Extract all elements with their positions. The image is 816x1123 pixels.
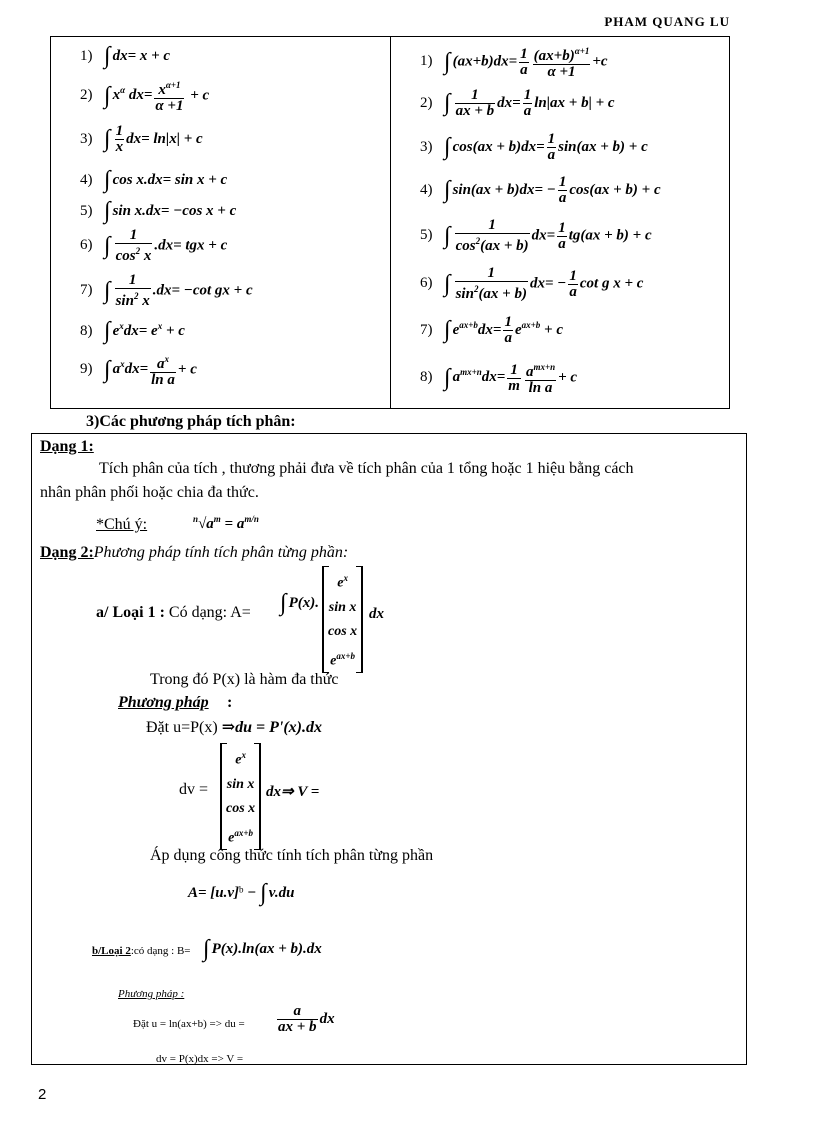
note-formula: $^n√a^m = a^{m/n}$	[193, 514, 259, 532]
loai2-formula-text: P(x).ln(ax + b).dx	[211, 940, 322, 957]
dv-tail	[266, 782, 319, 801]
loai2-line	[92, 945, 191, 957]
right-formula-2: 2) ∫ $\frac{1}{ax + b}$ dx= $\frac{1}{a}$ ln|ax + b| + c	[420, 87, 615, 119]
left-formula-1: 1) ∫ dx= x + c	[80, 43, 171, 69]
loai1-integral: ∫ P(x).	[280, 590, 319, 616]
table-divider	[390, 37, 391, 408]
right-formula-7: 7) ∫ $e^{ax+b}dx=$ $\frac{1}{a}$ $e^{ax+b} + c$	[420, 314, 563, 346]
method-label: Phương pháp	[118, 694, 209, 711]
right-formula-3: 3) ∫ cos(ax + b)dx= $\frac{1}{a}$ sin(ax + b) + c	[420, 131, 648, 163]
loai2-text: :có dạng : B=	[130, 945, 191, 957]
dv-matrix: $e^x$ sin x cos x $e^{ax+b}$	[220, 743, 261, 850]
note-label-text: *Chú ý:	[96, 516, 148, 533]
dv-label: dv =	[179, 781, 209, 798]
du2-formula: $\frac{a}{ax + b}$ dx	[278, 1003, 335, 1035]
page-header: PHAM QUANG LU	[604, 14, 730, 29]
right-formula-6: 6) ∫ $\frac{1}{\sin^2(ax + b)}$ dx= − $\frac{1}{a}$ cot g x + c	[420, 265, 644, 302]
dang2-label: Dạng 2:	[40, 544, 94, 561]
dang2-line	[40, 544, 348, 562]
set-u2: Đặt u = ln(ax+b) => du =	[133, 1018, 245, 1030]
left-formula-9: 9) ∫ $a^xdx=$ $\frac{a^x}{\text{ln a}}$ + c	[80, 354, 197, 388]
dang1-text-line2: nhân phân phối hoặc chia đa thức.	[40, 484, 259, 501]
loai1-label: a/ Loại 1 :	[96, 604, 165, 621]
dv2: dv = P(x)dx => V =	[156, 1053, 244, 1065]
left-formula-8: 8) ∫ $e^xdx= e^x + c$	[80, 318, 185, 344]
where-text: Trong đó P(x) là hàm đa thức	[150, 671, 339, 688]
dv-matrix-wrap	[220, 743, 261, 850]
loai1-line	[96, 604, 251, 622]
right-formula-1: 1) ∫ (ax+b)dx= $\frac{1}{a}$ $\frac{(ax+b)^{\alpha+1}}{\alpha +1}$ +c	[420, 45, 608, 80]
method-colon: :	[227, 694, 233, 711]
page-number: 2	[38, 1086, 47, 1103]
dang1-label: Dạng 1:	[40, 438, 94, 455]
du-formula: ⇒du = P'(x).dx	[221, 719, 322, 736]
formula-A: $A= [u.v]^b$ − ∫ v.du	[188, 880, 295, 906]
left-formula-3: 3) ∫ $\frac{1}{x}$ dx= ln|x| + c	[80, 123, 203, 155]
set-u: Đặt u=P(x)	[146, 719, 218, 736]
left-formula-4: 4) ∫ cos x.dx= sin x + c	[80, 167, 228, 193]
function-matrix: $e^x$ sin x cos x $e^{ax+b}$	[322, 566, 363, 673]
loai1-matrix	[322, 566, 363, 673]
loai2-formula: ∫ P(x).ln(ax + b).dx	[203, 936, 322, 962]
left-formula-7: 7) ∫ $\frac{1}{\sin^2 x}$ .dx= −cot gx + c	[80, 272, 253, 309]
method2-label: Phương pháp :	[118, 988, 185, 1000]
dang2-title: Phương pháp tính tích phân từng phần:	[93, 544, 349, 561]
loai1-dx: dx	[369, 606, 384, 622]
dv-tail-text: dx⇒ V =	[266, 784, 320, 800]
loai2-label: b/Loại 2	[92, 945, 131, 957]
left-formula-6: 6) ∫ $\frac{1}{\cos^2 x}$ .dx= tgx + c	[80, 227, 228, 264]
apply-text: Áp dụng công thức tính tích phân từng phần	[150, 847, 434, 864]
left-formula-5: 5) ∫ sin x.dx= −cos x + c	[80, 198, 237, 224]
note-label	[96, 516, 147, 534]
set-u-line	[146, 717, 322, 737]
right-formula-4: 4) ∫ sin(ax + b)dx= − $\frac{1}{a}$ cos(ax + b) + c	[420, 174, 661, 206]
left-formula-2: 2) ∫ $x^\alpha$ dx= $\frac{x^{\alpha+1}}{\alpha +1}$ + c	[80, 80, 210, 114]
dang1-text-line1: Tích phân của tích , thương phải đưa về tích phân của 1 tổng hoặc 1 hiệu bằng cách	[99, 460, 634, 477]
section-title: 3)Các phương pháp tích phân:	[86, 413, 296, 430]
right-formula-8: 8) ∫ $a^{mx+n}dx=$ $\frac{1}{m}$ $\frac{a^{mx+n}}{\text{ln a}}$ + c	[420, 361, 578, 396]
loai1-text: Có dạng: A=	[168, 604, 251, 621]
right-formula-5: 5) ∫ $\frac{1}{\cos^2(ax + b)}$ dx= $\frac{1}{a}$ tg(ax + b) + c	[420, 217, 652, 254]
